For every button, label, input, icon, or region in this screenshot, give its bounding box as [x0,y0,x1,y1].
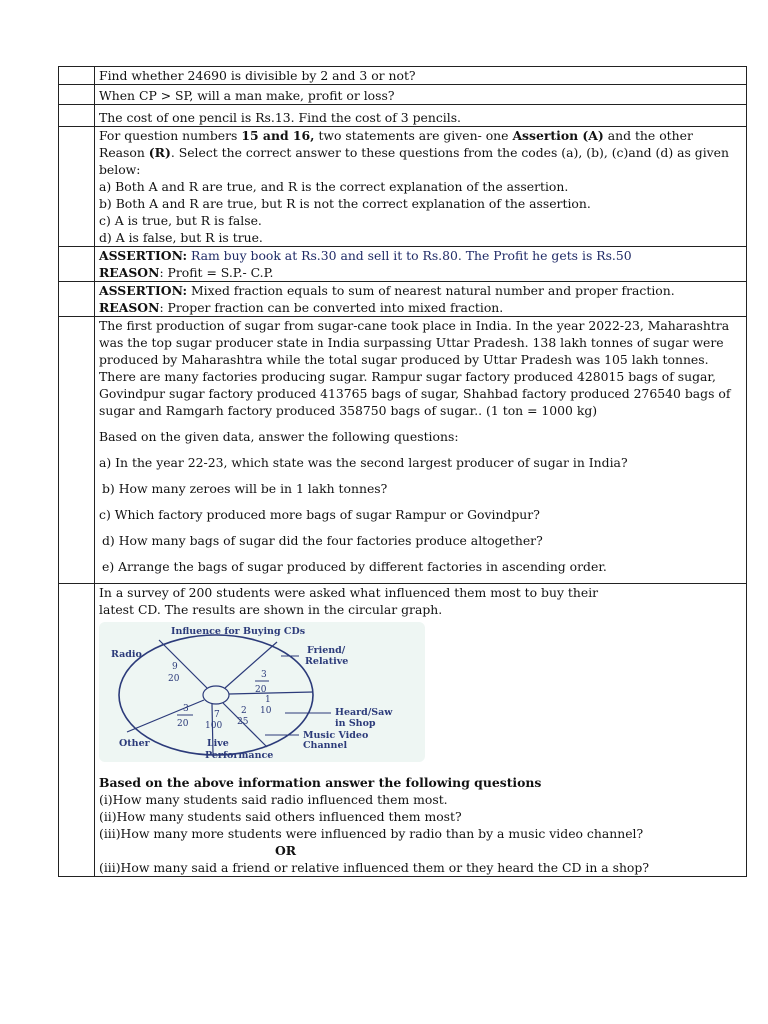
table-row [59,247,747,282]
question-number-cell [59,282,95,317]
heard-fraction-den: 10 [260,706,272,716]
case-study-cell [95,317,747,584]
graph-title: Influence for Buying CDs [171,626,306,637]
questions-heading: Based on the above information answer the following questions [99,775,542,790]
question-number-cell [59,247,95,282]
label-live: Live [207,738,229,749]
assertion-cell [95,282,747,317]
label-heard: Heard/Saw [335,707,393,718]
survey-cell [95,584,747,877]
circle-graph [99,622,425,762]
reason-line: REASON: Profit = S.P.- C.P. [99,265,274,280]
music-fraction-den: 25 [237,717,249,727]
passage-text: The first production of sugar from sugar-cane took place in India. In the year 2022-23, Maharashtra was the top sugar producer state in India surpassing Uttar Pradesh. 138 lakh tonnes of sugar were produced by Maharashtra while the total sugar produced by Uttar Pradesh was 105 lakh tonnes. There are many factories producing sugar. Rampur sugar factory produced 428015 bags of sugar, Govindpur sugar factory produced 413765 bags of sugar, Shahbad factory produced 276540 bags of sugar and Ramgarh factory produced 358750 bags of sugar.. (1 ton = 1000 kg) [99,318,731,418]
table-row [59,85,747,105]
question-number-cell [59,317,95,584]
table-row [59,584,747,877]
friend-fraction-den: 20 [255,685,267,695]
survey-intro: In a survey of 200 students were asked what influenced them most to buy their [99,585,599,600]
label-radio: Radio [111,649,142,660]
question-text: The cost of one pencil is Rs.13. Find the cost of 3 pencils. [99,110,461,125]
question-cell [95,105,747,127]
sub-question-i: (i)How many students said radio influenced them most. [99,792,448,807]
question-table [58,66,747,877]
friend-fraction-num: 3 [261,670,267,680]
sub-question-c: c) Which factory produced more bags of sugar Rampur or Govindpur? [99,507,540,522]
sub-question-d: d) How many bags of sugar did the four factories produce altogether? [102,533,543,548]
graph-circle [119,635,313,755]
other-fraction-den: 20 [177,719,189,729]
table-row [59,67,747,85]
assertion-cell [95,247,747,282]
reason-line: REASON: Proper fraction can be converted into mixed fraction. [99,300,504,315]
label-channel: Channel [303,740,348,751]
radio-fraction-den: 20 [168,674,180,684]
label-in-shop: in Shop [335,718,376,729]
fraction-labels [168,662,272,731]
sub-question-a: a) In the year 22-23, which state was the second largest producer of sugar in India? [99,455,628,470]
question-text: Find whether 24690 is divisible by 2 and 3 or not? [99,68,416,83]
instructions-text: For question numbers 15 and 16, two statements are given- one Assertion (A) and the other Reason (R). Select the correct answer to these questions from the codes (a), (b), (c)and (d) as given below: [99,128,729,177]
question-number-cell [59,127,95,247]
other-fraction-num: 3 [183,704,189,714]
leader-lines [265,656,331,735]
sub-question-e: e) Arrange the bags of sugar produced by different factories in ascending order. [102,559,607,574]
graph-center [203,686,229,704]
music-fraction-num: 2 [241,706,247,716]
label-performance: Performance [205,750,274,761]
question-number-cell [59,85,95,105]
question-number-cell [59,105,95,127]
question-text: When CP > SP, will a man make, profit or loss? [99,88,395,103]
sub-question-iii-alt: (iii)How many said a friend or relative influenced them or they heard the CD in a shop? [99,860,649,875]
radio-fraction-num: 9 [172,662,178,672]
table-row [59,282,747,317]
option-d: d) A is false, but R is true. [99,230,263,245]
label-relative: Relative [305,656,349,667]
question-number-cell [59,67,95,85]
sub-question-ii: (ii)How many students said others influenced them most? [99,809,462,824]
or-separator: OR [275,843,297,858]
circular-graph-image [99,622,425,762]
question-number-cell [59,584,95,877]
question-cell [95,67,747,85]
table-row [59,317,747,584]
table-row [59,127,747,247]
assertion-line: ASSERTION: Ram buy book at Rs.30 and sell it to Rs.80. The Profit he gets is Rs.50 [99,248,632,263]
live-fraction-num: 7 [214,710,220,720]
live-fraction-den: 100 [205,721,223,731]
label-other: Other [119,738,150,749]
assertion-line: ASSERTION: Mixed fraction equals to sum of nearest natural number and proper fraction. [99,283,675,298]
option-b: b) Both A and R are true, but R is not the correct explanation of the assertion. [99,196,591,211]
sub-question-iii: (iii)How many more students were influenced by radio than by a music video channel? [99,826,644,841]
category-labels [111,645,393,761]
option-a: a) Both A and R are true, and R is the correct explanation of the assertion. [99,179,569,194]
question-cell [95,85,747,105]
sub-question-b: b) How many zeroes will be in 1 lakh tonnes? [102,481,388,496]
instructions-cell [95,127,747,247]
heard-fraction-num: 1 [265,695,271,705]
option-c: c) A is true, but R is false. [99,213,262,228]
label-music-video: Music Video [303,730,369,741]
instruction-text: Based on the given data, answer the following questions: [99,429,459,444]
table-row [59,105,747,127]
survey-intro: latest CD. The results are shown in the circular graph. [99,602,443,617]
label-friend: Friend/ [307,645,346,656]
